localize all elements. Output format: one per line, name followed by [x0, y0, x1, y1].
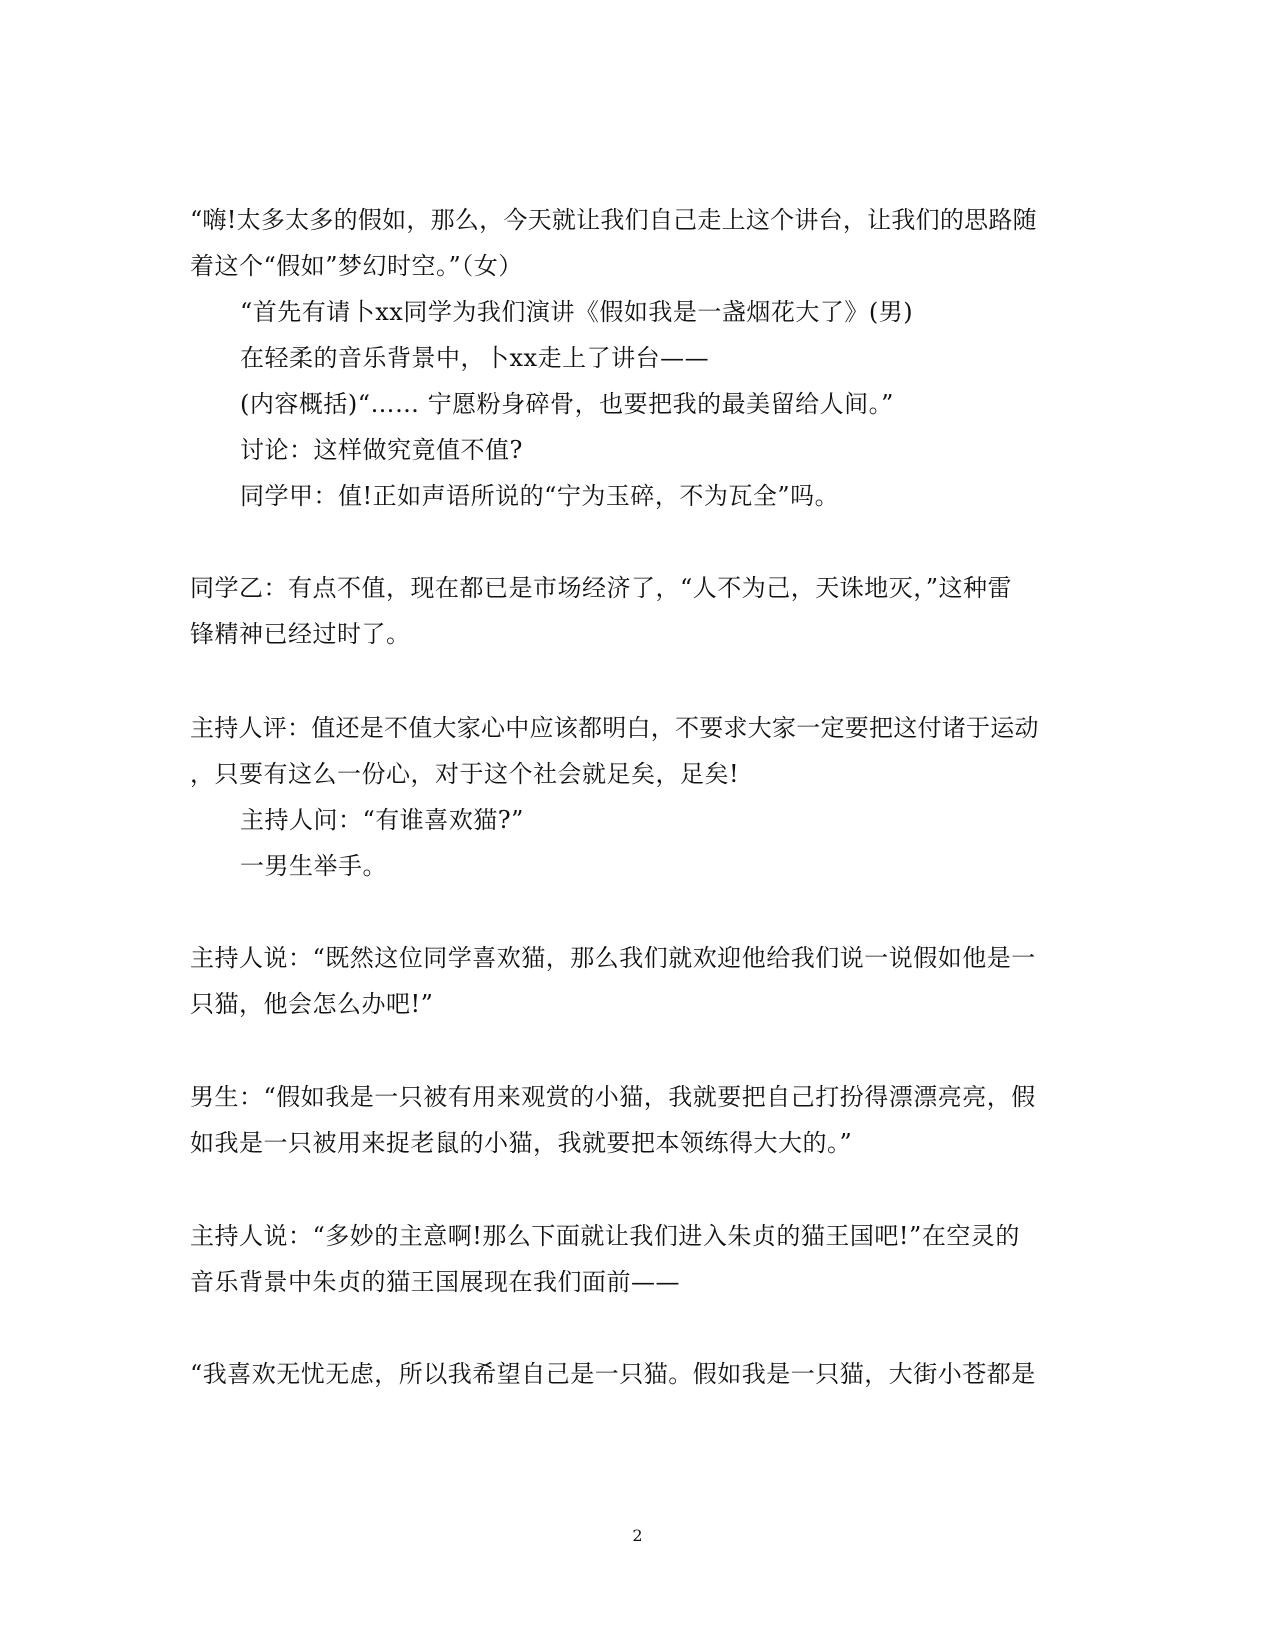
text-line: 讨论：这样做究竟值不值? — [240, 436, 523, 464]
text-line: ，只要有这么一份心，对于这个社会就足矣，足矣! — [190, 760, 740, 788]
text-line: 锋精神已经过时了。 — [190, 620, 411, 648]
text-line: 同学甲：值!正如声语所说的“宁为玉碎，不为瓦全”吗。 — [240, 482, 840, 510]
text-line: (内容概括)“…… 宁愿粉身碎骨，也要把我的最美留给人间。” — [240, 390, 894, 418]
text-line: 主持人说：“多妙的主意啊!那么下面就让我们进入朱贞的猫王国吧!”在空灵的 — [190, 1222, 1020, 1250]
text-line: 主持人评：值还是不值大家心中应该都明白，不要求大家一定要把这付诸于运动 — [190, 714, 1039, 742]
page-number: 2 — [632, 1526, 643, 1545]
text-line: 音乐背景中朱贞的猫王国展现在我们面前—— — [190, 1268, 680, 1296]
text-line: 男生：“假如我是一只被有用来观赏的小猫，我就要把自己打扮得漂漂亮亮，假 — [190, 1083, 1036, 1111]
text-line: 在轻柔的音乐背景中，卜xx走上了讲台—— — [240, 344, 710, 372]
text-line: 如我是一只被用来捉老鼠的小猫，我就要把本领练得大大的。” — [190, 1129, 853, 1157]
text-line: 只猫，他会怎么办吧!” — [190, 990, 434, 1018]
text-line: 主持人说：“既然这位同学喜欢猫，那么我们就欢迎他给我们说一说假如他是一 — [190, 944, 1036, 972]
text-line: 主持人问：“有谁喜欢猫?” — [240, 806, 524, 834]
text-line: 一男生举手。 — [240, 852, 387, 880]
text-line: “首先有请卜xx同学为我们演讲《假如我是一盏烟花大了》(男) — [240, 298, 914, 326]
text-line: “嗨!太多太多的假如，那么，今天就让我们自己走上这个讲台，让我们的思路随 — [190, 206, 1037, 234]
text-line: 同学乙：有点不值，现在都已是市场经济了，“人不为己，天诛地灭，”这种雷 — [190, 574, 1013, 602]
text-line: “我喜欢无忧无虑，所以我希望自己是一只猫。假如我是一只猫，大街小苍都是 — [190, 1360, 1036, 1388]
text-line: 着这个“假如”梦幻时空。”（女） — [190, 252, 523, 280]
